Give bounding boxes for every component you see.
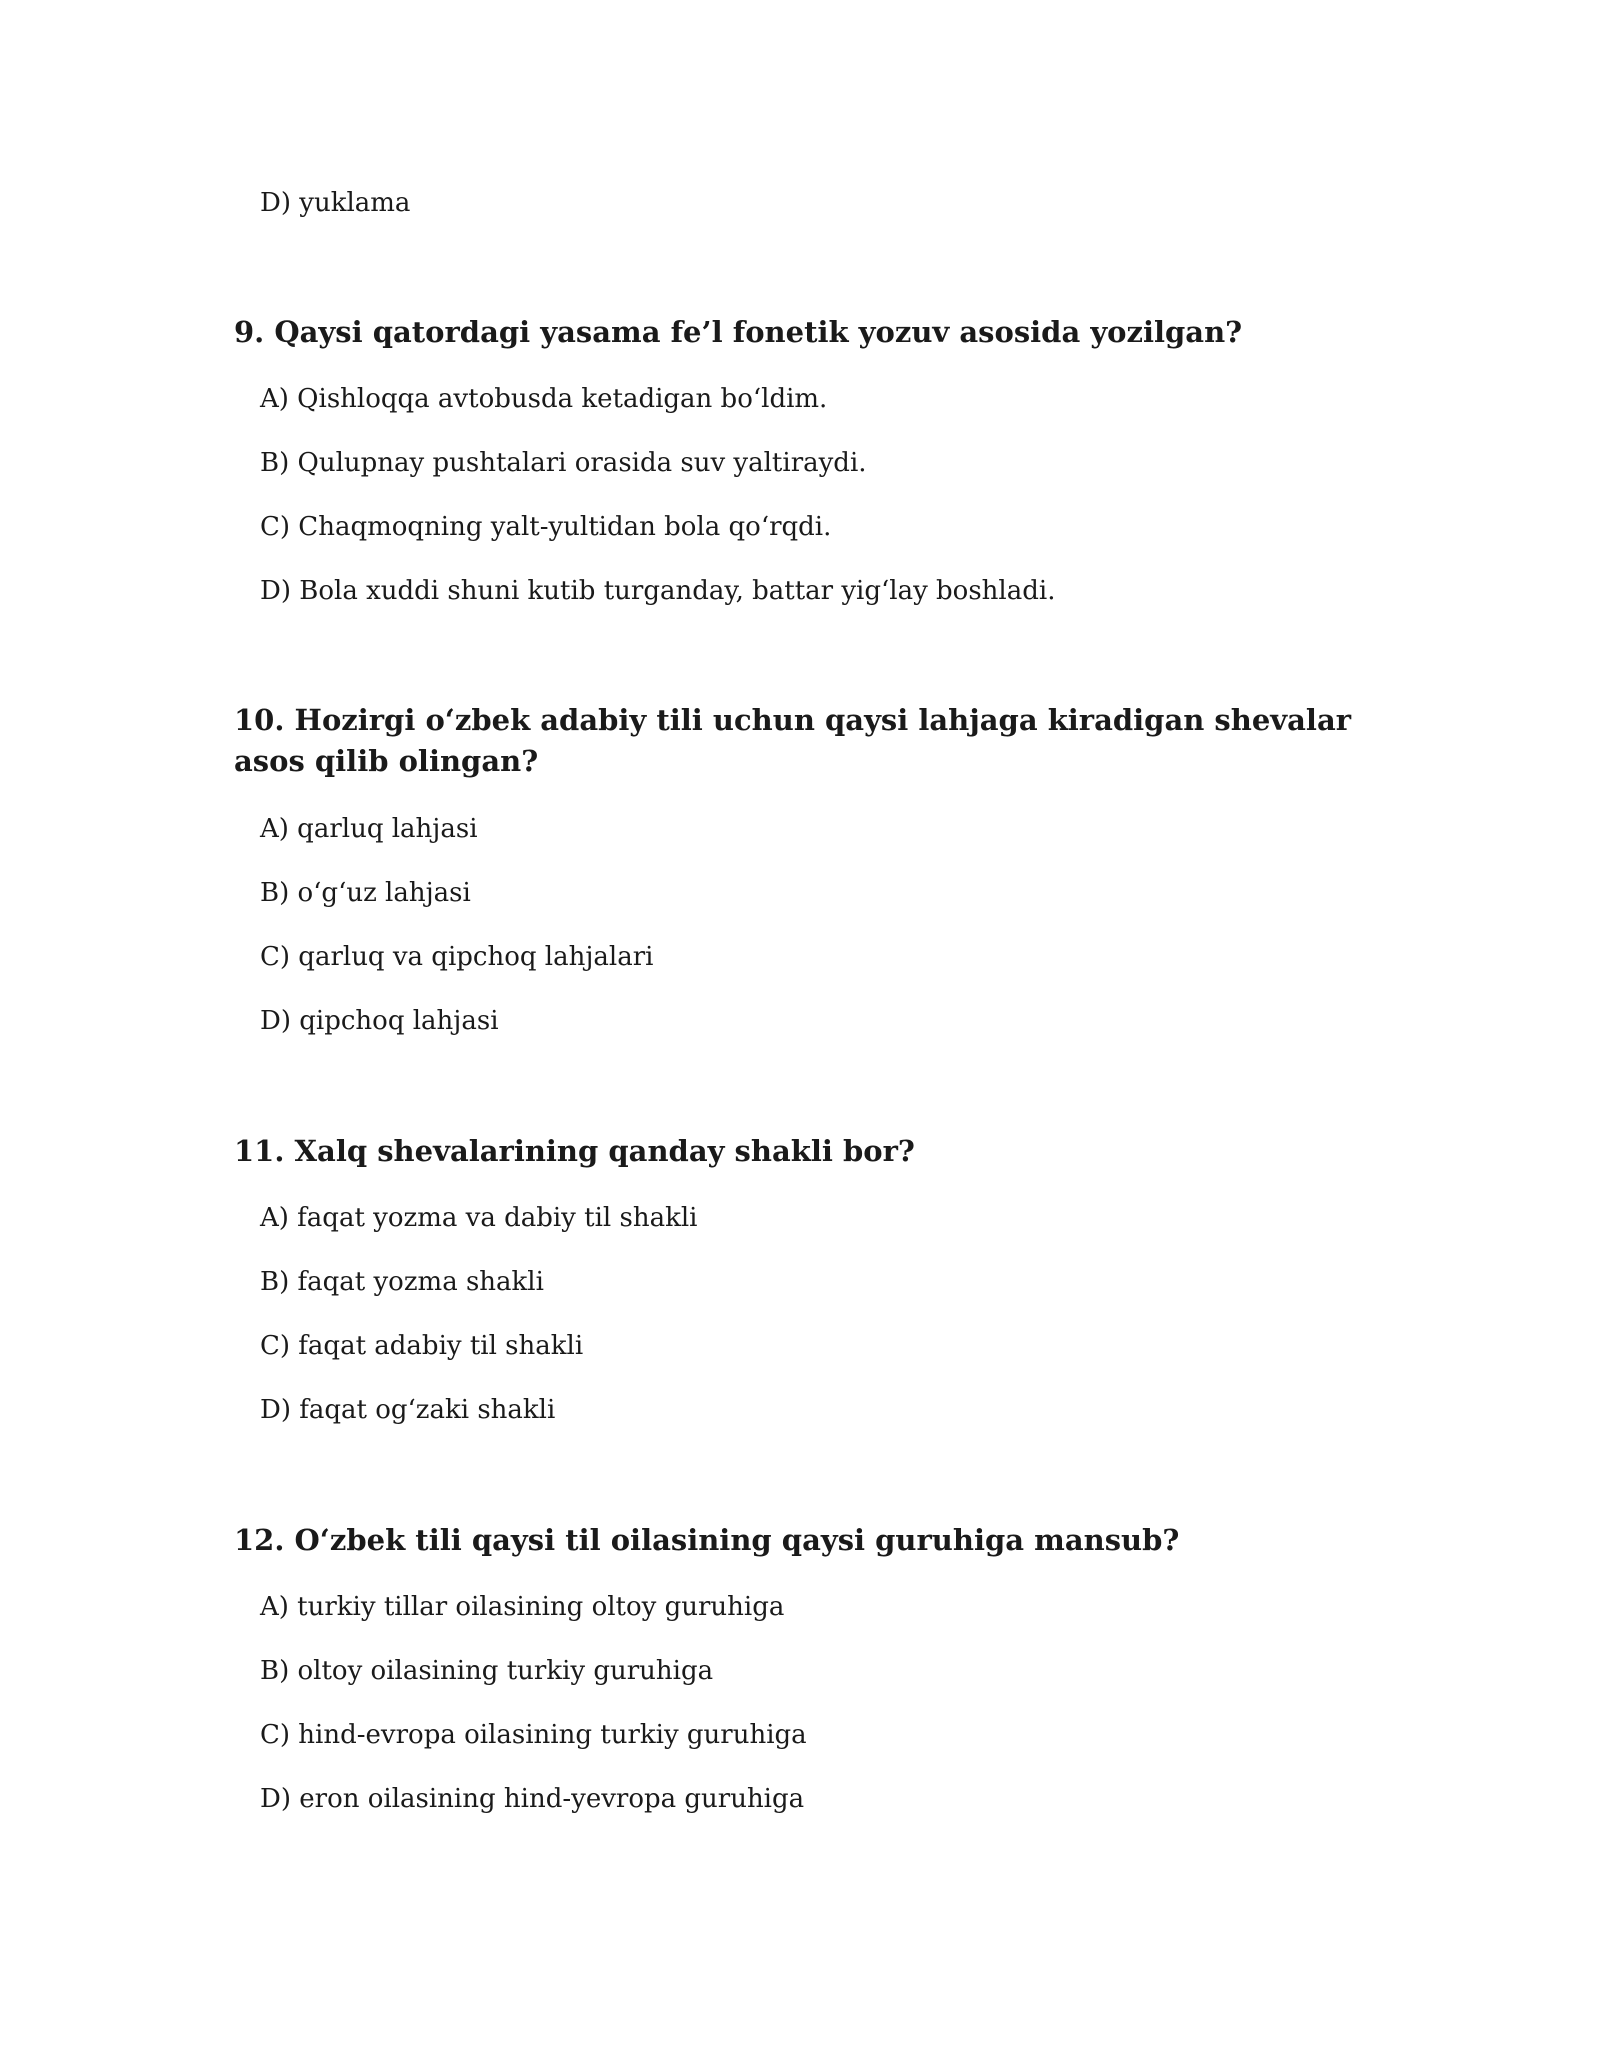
answer-option-a: A) qarluq lahjasi (260, 814, 478, 844)
answer-option-a: A) faqat yozma va dabiy til shakli (260, 1203, 698, 1233)
answer-option-b: B) oltoy oilasining turkiy guruhiga (260, 1656, 714, 1686)
answer-option-a: A) Qishloqqa avtobusda ketadigan bo‘ldim. (260, 384, 828, 414)
answer-option-c: C) qarluq va qipchoq lahjalari (260, 942, 654, 972)
question-11: 11. Xalq shevalarining qanday shakli bor? (234, 1134, 915, 1168)
answer-option-c: C) Chaqmoqning yalt-yultidan bola qo‘rqdi. (260, 512, 832, 542)
answer-option-d: D) eron oilasining hind-yevropa guruhiga (260, 1784, 805, 1814)
answer-option-b: B) o‘g‘uz lahjasi (260, 878, 471, 908)
answer-option-d: D) faqat og‘zaki shakli (260, 1395, 556, 1425)
answer-option-d: D) qipchoq lahjasi (260, 1006, 499, 1036)
question-12: 12. O‘zbek tili qaysi til oilasining qaysi guruhiga mansub? (234, 1523, 1180, 1557)
question-9: 9. Qaysi qatordagi yasama fe’l fonetik yozuv asosida yozilgan? (234, 315, 1243, 349)
answer-option-d: D) Bola xuddi shuni kutib turganday, battar yig‘lay boshladi. (260, 576, 1056, 606)
answer-option-b: B) Qulupnay pushtalari orasida suv yaltiraydi. (260, 448, 867, 478)
answer-option-a: A) turkiy tillar oilasining oltoy guruhiga (260, 1592, 785, 1622)
answer-option: D) yuklama (260, 188, 411, 218)
answer-option-c: C) faqat adabiy til shakli (260, 1331, 584, 1361)
question-10: 10. Hozirgi o‘zbek adabiy tili uchun qaysi lahjaga kiradigan shevalar asos qilib olingan? (234, 703, 1352, 778)
answer-option-b: B) faqat yozma shakli (260, 1267, 544, 1297)
answer-option-c: C) hind-evropa oilasining turkiy guruhiga (260, 1720, 807, 1750)
